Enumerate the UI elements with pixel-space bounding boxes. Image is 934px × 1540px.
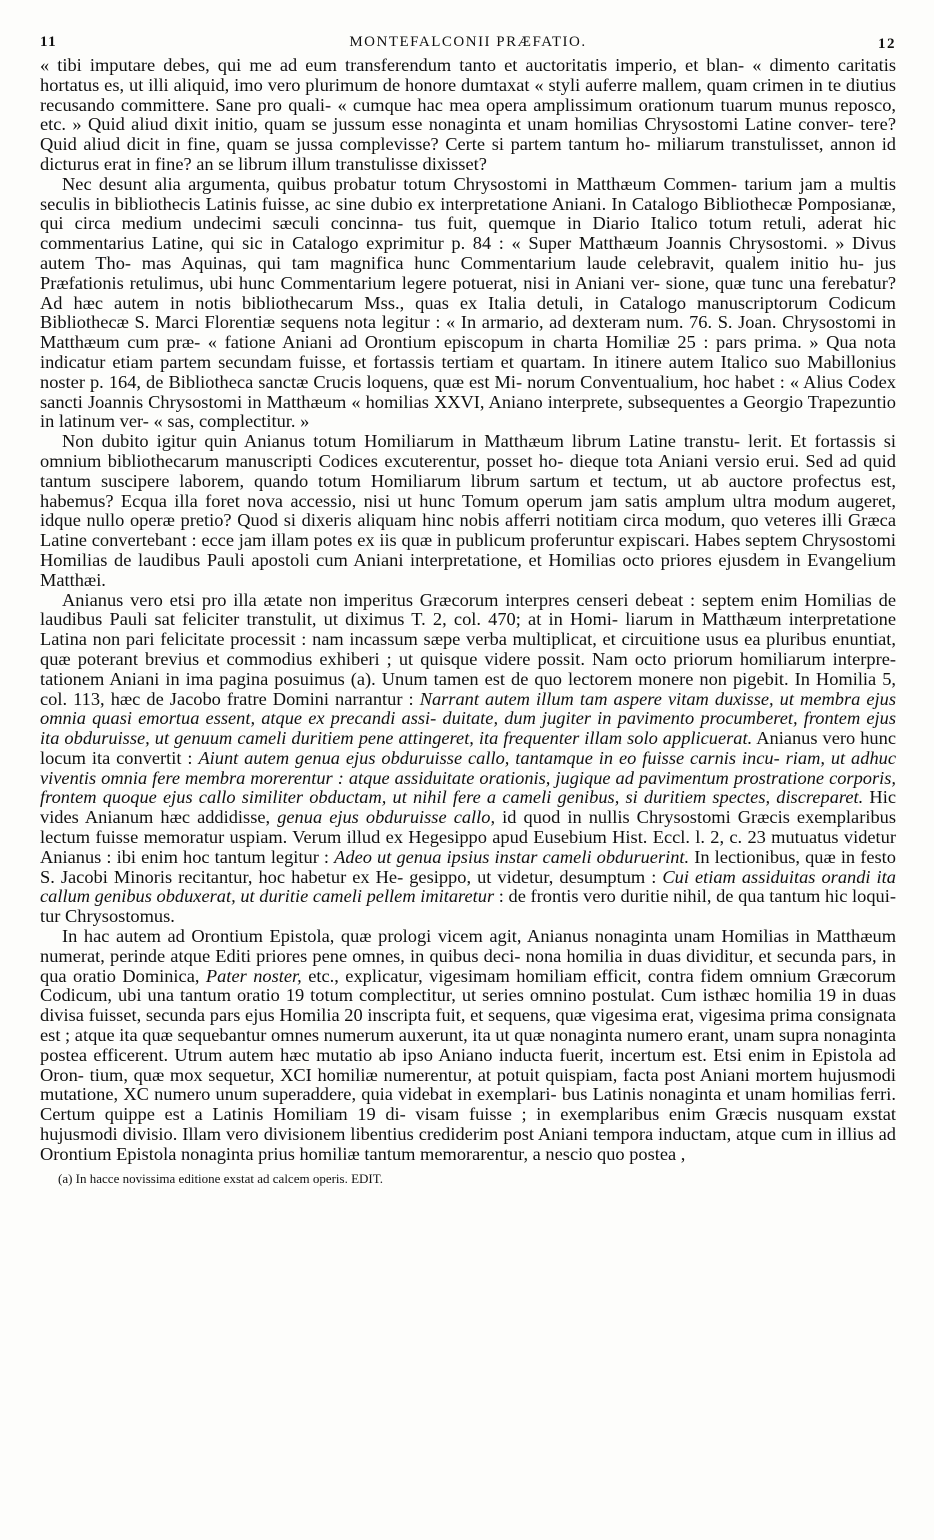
text-run: In hac autem ad Orontium Epistola, quæ prologi vicem agit, Anianus nonaginta unam Homilias in Matthæum numerat, perinde atque Editi priores pene omnes, in quibus deci- nona homilia in duas dividitur, et secunda pars, in qua oratio Dominica, xyxy=(40,926,896,986)
text-run: Anianus vero etsi pro illa ætate non imperitus Græcorum interpres censeri debeat : septem enim Homilias de laudibus Pauli sat feliciter transtulit, ut diximus T. 2, col. 470; at in Homi- liarum in Matthæum interpretatione Latina non pari felicitate processit : nam incassum sæpe verba multiplicat, et circuitione usus ea pluribus enuntiat, quæ poterant brevius et commodius exhiberi ; ut quisque videre possit. Nam octo priorum homiliarum interpre- tationem Aniani in ima pagina posuimus (a). Unum tamen est de quo lectorem monere non pigebit. In Homilia 5, col. 113, hæc de Jacobo fratre Domini narrantur : xyxy=(40,589,896,709)
running-header xyxy=(40,30,896,56)
paragraph: Non dubito igitur quin Anianus totum Homiliarum in Matthæum librum Latine transtu- lerit. Et fortassis si omnium bibliothecarum manuscripti Codices excuterentur, posset ho- dieque tota Aniani versio erui. Sed ad quid tantum suscipere laborem, quando totum Homiliarum librum sartum et tectum, ut ab auctore profectus est, habemus? Ecqua illa foret nova accessio, nisi ut hunc Tomum operum jam satis amplum ultra modum augeret, idque nullo operæ pretio? Quod si dixeris aliquam hinc nobis afferri notitiam circa modum, quo veteres illi Græca Latine convertebant : ecce jam illam potes ex iis quæ in publicum proferuntur expiscari. Habes septem Chrysostomi Homilias de laudibus Pauli apostoli cum Aniani interpretatione, et Homilias octo priores ejusdem in Evangelium Matthæi. xyxy=(40,431,896,590)
text-run: Anianus vero hunc locum ita convertit : xyxy=(40,728,896,768)
text-run: Hic vides Anianum hæc addidisse, xyxy=(40,787,896,828)
paragraph xyxy=(40,927,896,1165)
body-text xyxy=(40,56,896,1165)
italic-quote: Pater noster, xyxy=(205,965,302,986)
italic-quote: Aiunt autem genua ejus obduruisse callo, tantamque in eo fuisse carnis incu- riam, ut adhuc viventis omnia fere membra morerentur : atque assiduitate orationis, jugique ad pavimentum prostratione corporis, frontem quoque ejus callo similiter obductam, ut nihil fere a cameli genibus, si duritiem spectes, discreparet. xyxy=(40,747,897,808)
left-page-number: 11 xyxy=(40,34,58,50)
italic-quote: Narrant autem illum tam aspere vitam duxisse, ut membra ejus omnia quasi emortua essent, atque ex precandi assi- duitate, dum jugiter in pavimento procumberet, frontem ejus ita obduruisse, ut genuum cameli duritiem pene attingeret, ita frequenter illam solo applicuerat. xyxy=(40,688,896,749)
text-run: etc., explicatur, vigesimam homiliam efficit, contra fidem omnium Græcorum Codicum, ubi una tantum oratio 19 totum complectitur, ut series omnino postulat. Cum isthæc homilia 19 in duas divisa fuisset, secunda pars ejus Homilia 20 inscripta fuit, et sequens, quæ vigesima erat, vigesima prima consignata est ; atque ita quæ sequebantur omnes numerum auxerunt, ita ut quæ nonaginta numero erant, unam supra nonaginta postea efficerent. Utrum autem hæc mutatio ab ipso Aniano inducta fuerit, incertum est. Etsi enim in Epistola ad Oron- tium, quæ mox sequetur, XCI homiliæ numerentur, at potuit quispiam, facta post Aniani mortem hujusmodi mutatione, XC numero unum superaddere, quia videbat in exemplari- bus Latinis nonaginta et unam homilias ferri. Certum quippe est a Latinis Homiliam 19 di- visam fuisse ; in exemplaribus enim Græcis nusquam exstat hujusmodi divisio. Illam vero divisionem libentius crediderim post Aniani tempora inductam, atque cum in illius ad Orontium Epistola nonaginta prius homiliæ tantum memorarentur, a nescio quo postea , xyxy=(40,965,896,1164)
running-title: MONTEFALCONII PRÆFATIO. xyxy=(349,34,587,50)
text-run: In lectionibus, quæ in festo S. Jacobi Minoris recitantur, hoc habetur ex He- gesippo, ut videtur, desumptum : xyxy=(40,846,896,887)
footnote: (a) In hacce novissima editione exstat ad calcem operis. EDIT. xyxy=(58,1170,383,1186)
italic-quote: Adeo ut genua ipsius instar cameli obduruerint. xyxy=(334,846,690,867)
paragraph: Nec desunt alia argumenta, quibus probatur totum Chrysostomi in Matthæum Commen- tarium jam a multis seculis in bibliothecis Latinis fuisse, ac sine dubio ex interpretatione Aniani. In Catalogo Bibliothecæ Pomposianæ, qui circa medium undecimi sæculi concinna- tus fuit, quemque in Diario Italico totum retuli, aderat hic commentarius Latine, qui sic in Catalogo exprimitur p. 84 : « Super Matthæum Joannis Chrysostomi. » Divus autem Tho- mas Aquinas, qui tam magnifica hunc Commentarium laude celebravit, qualem initio hu- jus Præfationis retulimus, ubi hunc Commentarium legere potuerat, nisi in Aniani ver- sione, quæ tunc una ferebatur? Ad hæc autem in notis bibliothecarum Mss., quas ex Italia detuli, in Catalogo manuscriptorum Codicum Bibliothecæ S. Marci Florentiæ sequens nota legitur : « In armario, ad dexteram num. 76. S. Joan. Chrysostomi in Matthæum cum præ- « fatione Aniani ad Orontium episcopum in charta Homiliæ 25 : pars prima. » Qua nota indicatur etiam partem secundam fuisse, et fortassis tertiam et quartam. In itinere autem Italico suo Mabillonius noster p. 164, de Bibliotheca sanctæ Crucis loquens, quæ est Mi- norum Conventualium, hoc habet : « Alius Codex sancti Joannis Chrysostomi in Matthæum « homilias XXVI, Aniano interprete, subsequentes a Georgio Trapezuntio in latinum ver- « sas, complectitur. » xyxy=(40,173,896,432)
paragraph: « tibi imputare debes, qui me ad eum transferendum tanto et auctoritatis imperio, et blan- « dimento caritatis hortatus es, ut illi aliquid, imo vero plurimum de honore dumtaxat « styli auferre mallem, quam crimen in te diutius recusando committere. Sane pro quali- « cumque hac mea opera amplissimum orationum tuarum munus reposco, etc. » Quid aliud dixit initio, quam se jussum esse nonaginta et unam homilias Chrysostomi Latine conver- tere? Quid aliud dicit in fine, quam se jussa complevisse? Certe si partem tantum ho- miliarum transtulisset, annon id dicturus erat in fine? an se librum illum transtulisse dixisset? xyxy=(40,55,896,174)
paragraph xyxy=(40,591,896,928)
italic-quote: Cui etiam assiduitas orandi ita callum genibus obduxerat, ut duritie cameli pellem imitaretur xyxy=(40,866,896,907)
italic-quote: genua ejus obduruisse callo, xyxy=(277,807,496,828)
right-page-number: 12 xyxy=(878,36,896,52)
text-run: : de frontis vero duritie nihil, de qua tantum hic loqui- tur Chrysostomus. xyxy=(40,886,896,927)
text-run: id quod in nullis Chrysostomi Græcis exemplaribus lectum fuisse memoratur uspiam. Verum illud ex Hegesippo apud Eusebium Hist. Eccl. l. 2, c. 23 mutuatus videtur Anianus : ibi enim hoc tantum legitur : xyxy=(40,807,896,867)
